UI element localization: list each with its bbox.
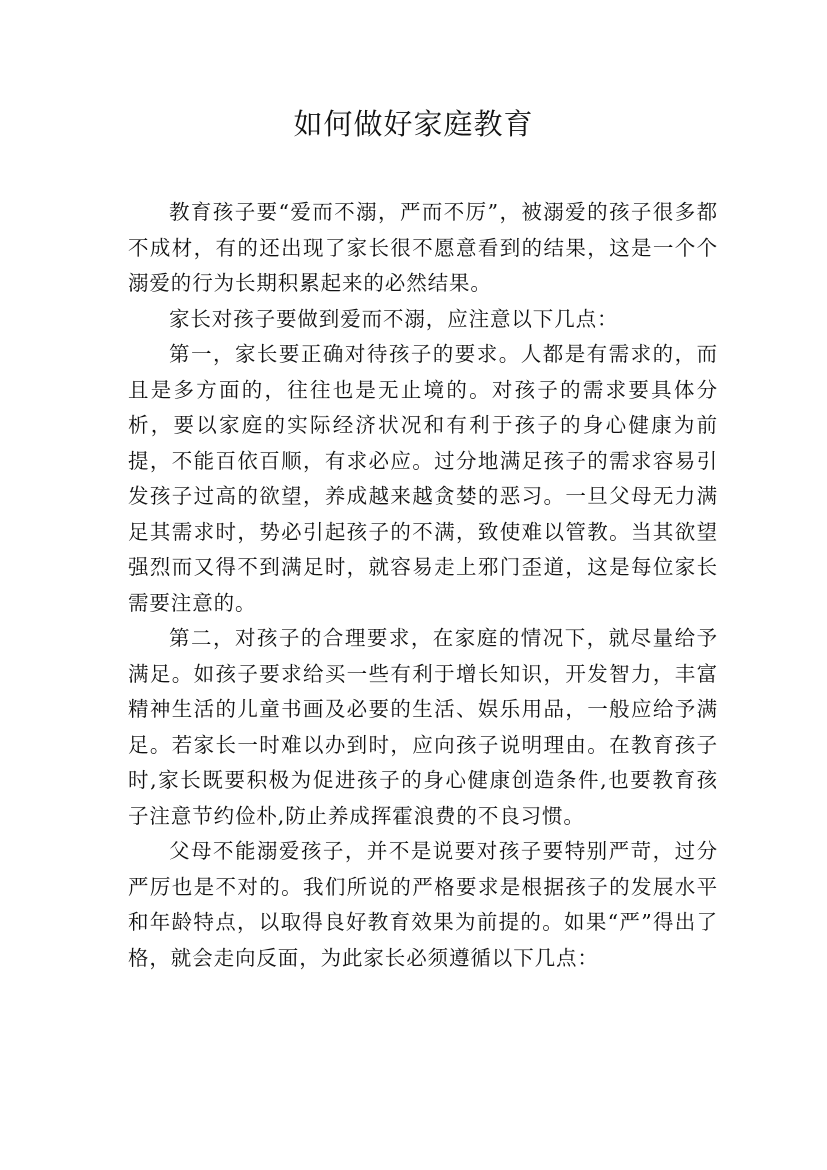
paragraph-1: 教育孩子要“爱而不溺，严而不厉”，被溺爱的孩子很多都不成材，有的还出现了家长很不愿意看到的结果，这是一个个溺爱的行为长期积累起来的必然结果。 [128,200,718,295]
paragraph-2: 家长对孩子要做到爱而不溺，应注意以下几点： [169,306,619,331]
paragraph-5: 父母不能溺爱孩子，并不是说要对孩子要特别严苛，过分严厉也是不对的。我们所说的严格要求是根据孩子的发展水平和年龄特点，以取得良好教育效果为前提的。如果“严”得出了格，就会走向反面，为此家长必须遵循以下几点： [128,839,718,970]
document-body [128,195,718,976]
paragraph-4: 第二，对孩子的合理要求，在家庭的情况下，就尽量给予满足。如孩子要求给买一些有利于增长知识，开发智力，丰富精神生活的儿童书画及必要的生活、娱乐用品，一般应给予满足。若家长一时难以办到时，应向孩子说明理由。在教育孩子时,家长既要积极为促进孩子的身心健康创造条件,也要教育孩子注意节约俭朴,防止养成挥霍浪费的不良习惯。 [128,626,718,828]
paragraph-3: 第一，家长要正确对待孩子的要求。人都是有需求的，而且是多方面的，往往也是无止境的。对孩子的需求要具体分析，要以家庭的实际经济状况和有利于孩子的身心健康为前提，不能百依百顺，有求必应。过分地满足孩子的需求容易引发孩子过高的欲望，养成越来越贪婪的恶习。一旦父母无力满足其需求时，势必引起孩子的不满，致使难以管教。当其欲望强烈而又得不到满足时，就容易走上邪门歪道，这是每位家长需要注意的。 [128,342,718,615]
document-title: 如何做好家庭教育 [293,107,534,141]
